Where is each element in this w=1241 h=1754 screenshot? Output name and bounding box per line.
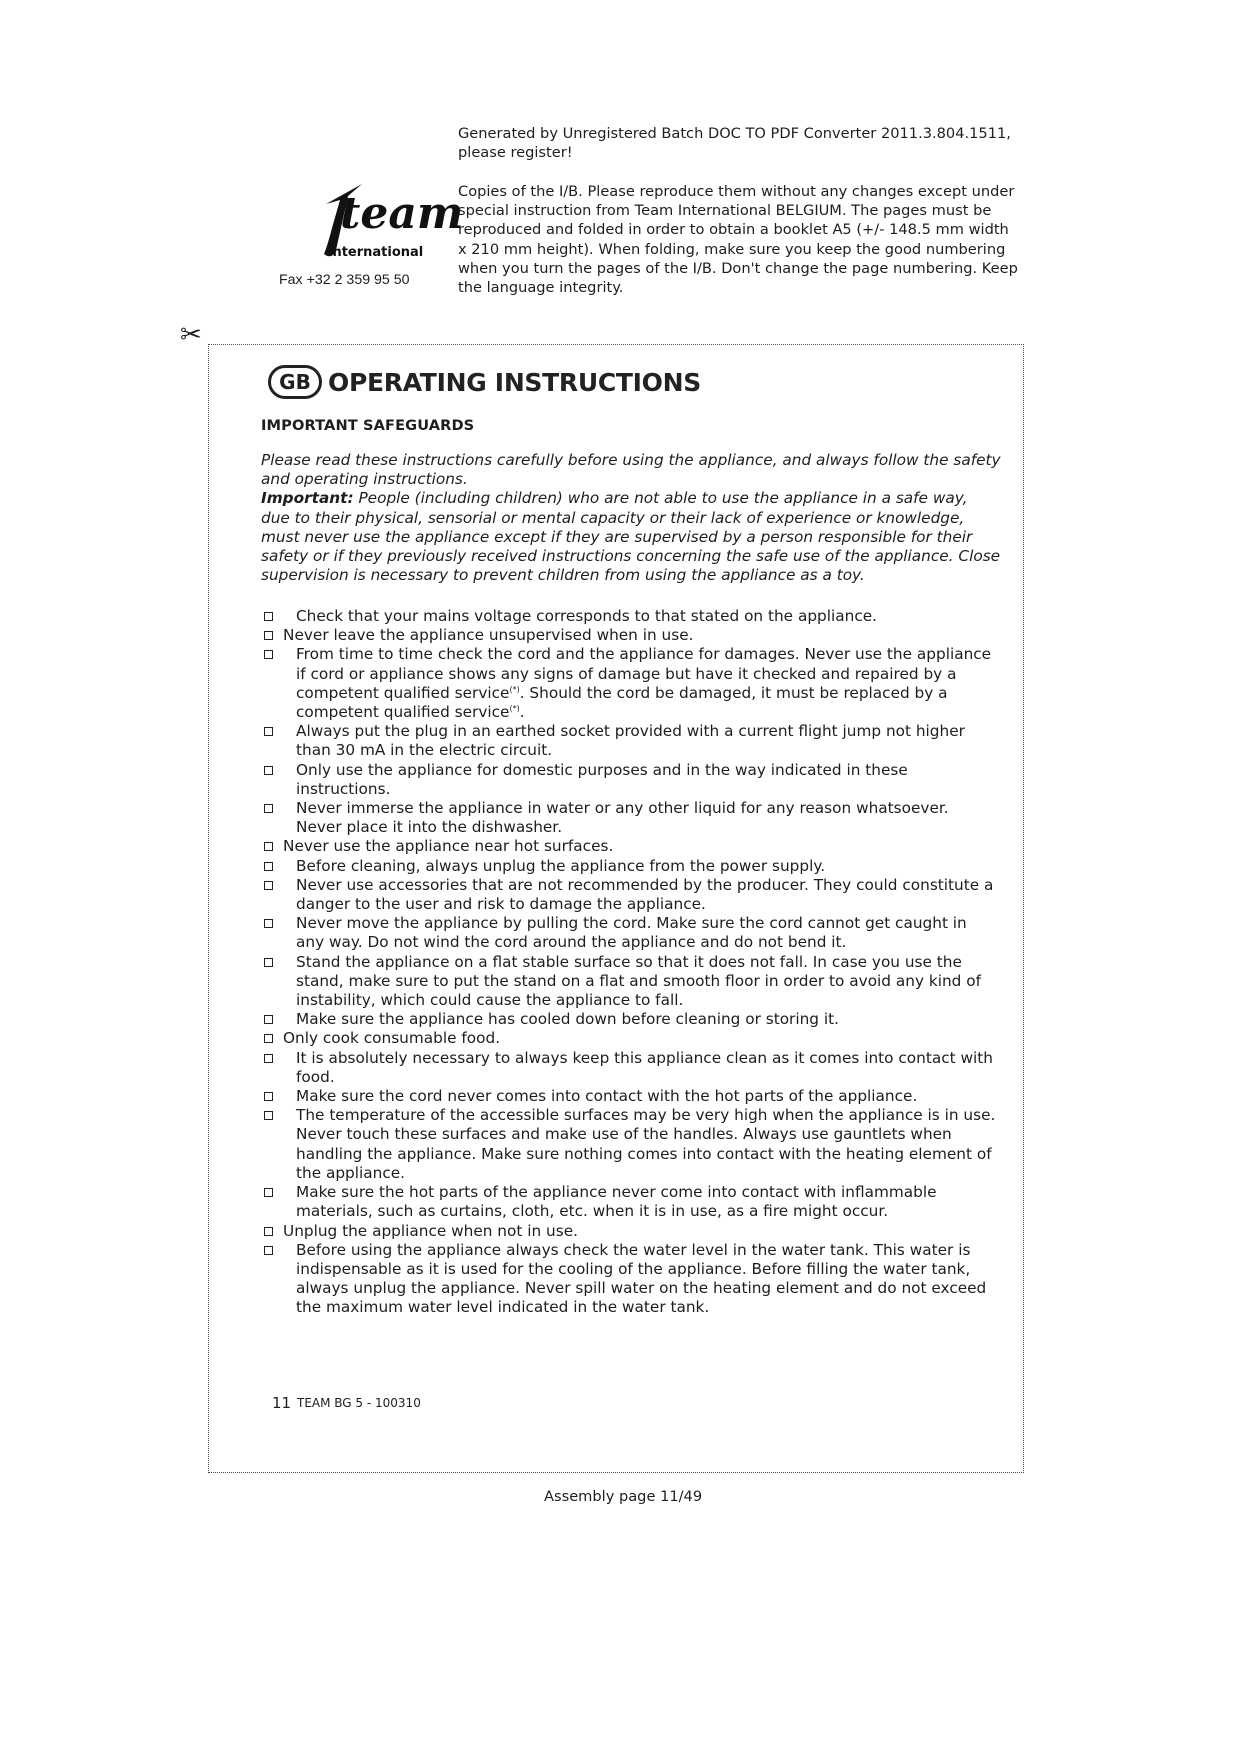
list-item: Never leave the appliance unsupervised when in use. xyxy=(259,626,999,645)
checkbox-bullet-icon xyxy=(264,881,273,890)
list-item: Never use accessories that are not recommended by the producer. They could constitute a danger to the user and risk to damage the appliance. xyxy=(259,876,999,914)
page-header xyxy=(268,362,701,402)
page-title: OPERATING INSTRUCTIONS xyxy=(328,367,701,397)
list-item: Make sure the appliance has cooled down before cleaning or storing it. xyxy=(259,1010,999,1029)
logo-sub: international xyxy=(328,245,424,260)
list-item: Check that your mains voltage corresponds to that stated on the appliance. xyxy=(259,607,999,626)
fax-number: Fax +32 2 359 95 50 xyxy=(279,272,410,288)
checkbox-bullet-icon xyxy=(264,958,273,967)
safeguards-list xyxy=(259,607,999,1318)
list-item: Unplug the appliance when not in use. xyxy=(259,1222,999,1241)
list-item: The temperature of the accessible surfaces may be very high when the appliance is in use. Never touch these surfaces and make use of the handles. Always use gauntlets when handling the appliance. Make sure nothing comes into contact with the heating element of the appliance. xyxy=(259,1106,999,1183)
list-item: Never move the appliance by pulling the cord. Make sure the cord cannot get caught in any way. Do not wind the cord around the appliance and do not bend it. xyxy=(259,914,999,952)
checkbox-bullet-icon xyxy=(264,919,273,928)
team-international-logo xyxy=(292,164,464,262)
list-item: It is absolutely necessary to always keep this appliance clean as it comes into contact with food. xyxy=(259,1049,999,1087)
list-item: Only cook consumable food. xyxy=(259,1029,999,1048)
intro-paragraph xyxy=(261,451,1001,585)
checkbox-bullet-icon xyxy=(264,1227,273,1236)
checkbox-bullet-icon xyxy=(264,862,273,871)
list-item: Never immerse the appliance in water or any other liquid for any reason whatsoever. Never place it into the dishwasher. xyxy=(259,799,999,837)
checkbox-bullet-icon xyxy=(264,1034,273,1043)
logo-word: team xyxy=(340,188,464,239)
checkbox-bullet-icon xyxy=(264,766,273,775)
checkbox-bullet-icon xyxy=(264,1111,273,1120)
page-number: 11 xyxy=(272,1394,292,1412)
checkbox-bullet-icon xyxy=(264,1054,273,1063)
important-text: People (including children) who are not able to use the appliance in a safe way, due to their physical, sensorial or mental capacity or their lack of experience or knowledge, must never use the appliance except if they are supervised by a person responsible for their safety or if they previously received instructions concerning the safe use of the appliance. Close supervision is necessary to prevent children from using the appliance as a toy. xyxy=(261,489,1001,585)
language-badge: GB xyxy=(268,365,322,399)
list-item: Before cleaning, always unplug the appliance from the power supply. xyxy=(259,857,999,876)
checkbox-bullet-icon xyxy=(264,1188,273,1197)
document-code: TEAM BG 5 - 100310 xyxy=(297,1396,421,1410)
checkbox-bullet-icon xyxy=(264,612,273,621)
checkbox-bullet-icon xyxy=(264,631,273,640)
intro-lead: Please read these instructions carefully before using the appliance, and always follow the safety and operating instructions. xyxy=(261,451,1001,489)
checkbox-bullet-icon xyxy=(264,842,273,851)
list-item: Only use the appliance for domestic purposes and in the way indicated in these instructions. xyxy=(259,761,999,799)
scissors-icon: ✂ xyxy=(180,320,202,350)
section-heading: IMPORTANT SAFEGUARDS xyxy=(261,417,475,434)
converter-note: Generated by Unregistered Batch DOC TO PDF Converter 2011.3.804.1511, please register! xyxy=(458,125,1011,161)
list-item: Always put the plug in an earthed socket provided with a current flight jump not higher than 30 mA in the electric circuit. xyxy=(259,722,999,760)
checkbox-bullet-icon xyxy=(264,650,273,659)
checkbox-bullet-icon xyxy=(264,1246,273,1255)
assembly-page-label: Assembly page 11/49 xyxy=(544,1488,703,1505)
copies-note: Copies of the I/B. Please reproduce them without any changes except under special instruction from Team International BELGIUM. The pages must be reproduced and folded in order to obtain a booklet A5 (+/- 148.5 mm width x 210 mm height). When folding, make sure you keep the good numbering when you turn the pages of the I/B. Don't change the page numbering. Keep the language integrity. xyxy=(458,183,1018,297)
list-item: Before using the appliance always check the water level in the water tank. This water is indispensable as it is used for the cooling of the appliance. Before filling the water tank, always unplug the appliance. Never spill water on the heating element and do not exceed the maximum water level indicated in the water tank. xyxy=(259,1241,999,1318)
list-item: Never use the appliance near hot surfaces. xyxy=(259,837,999,856)
list-item: From time to time check the cord and the appliance for damages. Never use the appliance if cord or appliance shows any signs of damage but have it checked and repaired by a competent qualified service(*). Should the cord be damaged, it must be replaced by a competent qualified service(*). xyxy=(259,645,999,722)
checkbox-bullet-icon xyxy=(264,1092,273,1101)
checkbox-bullet-icon xyxy=(264,1015,273,1024)
list-item: Make sure the cord never comes into contact with the hot parts of the appliance. xyxy=(259,1087,999,1106)
checkbox-bullet-icon xyxy=(264,727,273,736)
checkbox-bullet-icon xyxy=(264,804,273,813)
important-label: Important: xyxy=(261,489,354,508)
list-item: Stand the appliance on a flat stable surface so that it does not fall. In case you use the stand, make sure to put the stand on a flat and smooth floor in order to avoid any kind of instability, which could cause the appliance to fall. xyxy=(259,953,999,1011)
list-item: Make sure the hot parts of the appliance never come into contact with inflammable materials, such as curtains, cloth, etc. when it is in use, as a fire might occur. xyxy=(259,1183,999,1221)
